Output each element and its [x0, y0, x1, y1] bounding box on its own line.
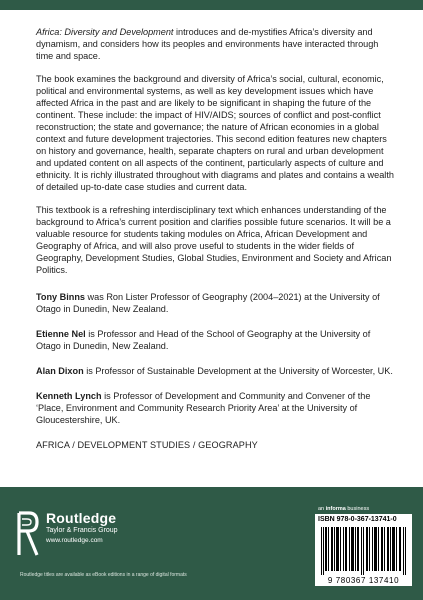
ebook-availability-note: Routledge titles are available as eBook editions in a range of digital formats — [20, 572, 187, 578]
author-bio: Kenneth Lynch is Professor of Development and Community and Convener of the ‘Place, Environment and Community Research Priority Area’ at the University of Gloucestershire, UK. — [36, 391, 371, 425]
author-name: Alan Dixon — [36, 366, 84, 376]
publisher-url: www.routledge.com — [46, 537, 103, 544]
author-bio: Etienne Nel is Professor and Head of the School of Geography at the University of Otago in Dunedin, New Zealand. — [36, 329, 371, 351]
informa-business-label: an informa business — [318, 506, 370, 512]
book-title: Africa: Diversity and Development — [36, 27, 174, 37]
barcode-icon — [321, 527, 407, 575]
publisher-group: Taylor & Francis Group — [46, 527, 118, 534]
author-name: Etienne Nel — [36, 329, 86, 339]
author-bio: Tony Binns was Ron Lister Professor of Geography (2004–2021) at the University of Otago in Dunedin, New Zealand. — [36, 292, 380, 314]
description-paragraph-2: The book examines the background and diversity of Africa’s social, cultural, economic, political and environmental systems, as well as key development issues which have affected Africa in the past and are likely to be significant in shaping the future of the continent. These include: the impact of HIV/AIDS; sources of conflict and post-conflict reconstruction; the state and governance; the nature of African economies in a global context and future development trajectories. This second edition features new chapters on history and governance, health, separate chapters on rural and urban development and updated content on all aspects of the continent, particularly aspects of culture and ethnicity. It is richly illustrated throughout with diagrams and plates and contains a wealth of detailed up-to-date case studies and current data. — [36, 74, 394, 192]
description-paragraph-3: This textbook is a refreshing interdisciplinary text which enhances understanding of the background to Africa’s current position and clarifies possible future scenarios. It will be a valuable resource for students taking modules on Africa, African Development and Geography of Africa, and will also prove useful to students in the wider fields of Geography, Development Studies, Global Studies, Environment and Society and African Politics. — [36, 205, 392, 275]
publisher-name: Routledge — [46, 510, 117, 526]
isbn-barcode — [315, 514, 412, 586]
routledge-logo-icon — [16, 511, 40, 557]
author-name: Kenneth Lynch — [36, 391, 102, 401]
top-color-band — [0, 0, 423, 10]
publisher-footer — [0, 487, 423, 600]
author-bio: Alan Dixon is Professor of Sustainable Development at the University of Worcester, UK. — [36, 366, 393, 376]
back-cover-text — [36, 26, 394, 462]
subject-categories: AFRICA / DEVELOPMENT STUDIES / GEOGRAPHY — [36, 440, 258, 450]
publisher-brand — [46, 510, 118, 546]
isbn-number: ISBN 978-0-367-13741-0 — [318, 516, 397, 523]
ean-digits: 9 780367 137410 — [327, 576, 400, 585]
description-paragraph-1: Africa: Diversity and Development introduces and de-mystifies Africa’s diversity and dynamism, and considers how its peoples and environments have interacted through time and space. — [36, 27, 379, 61]
author-name: Tony Binns — [36, 292, 86, 302]
